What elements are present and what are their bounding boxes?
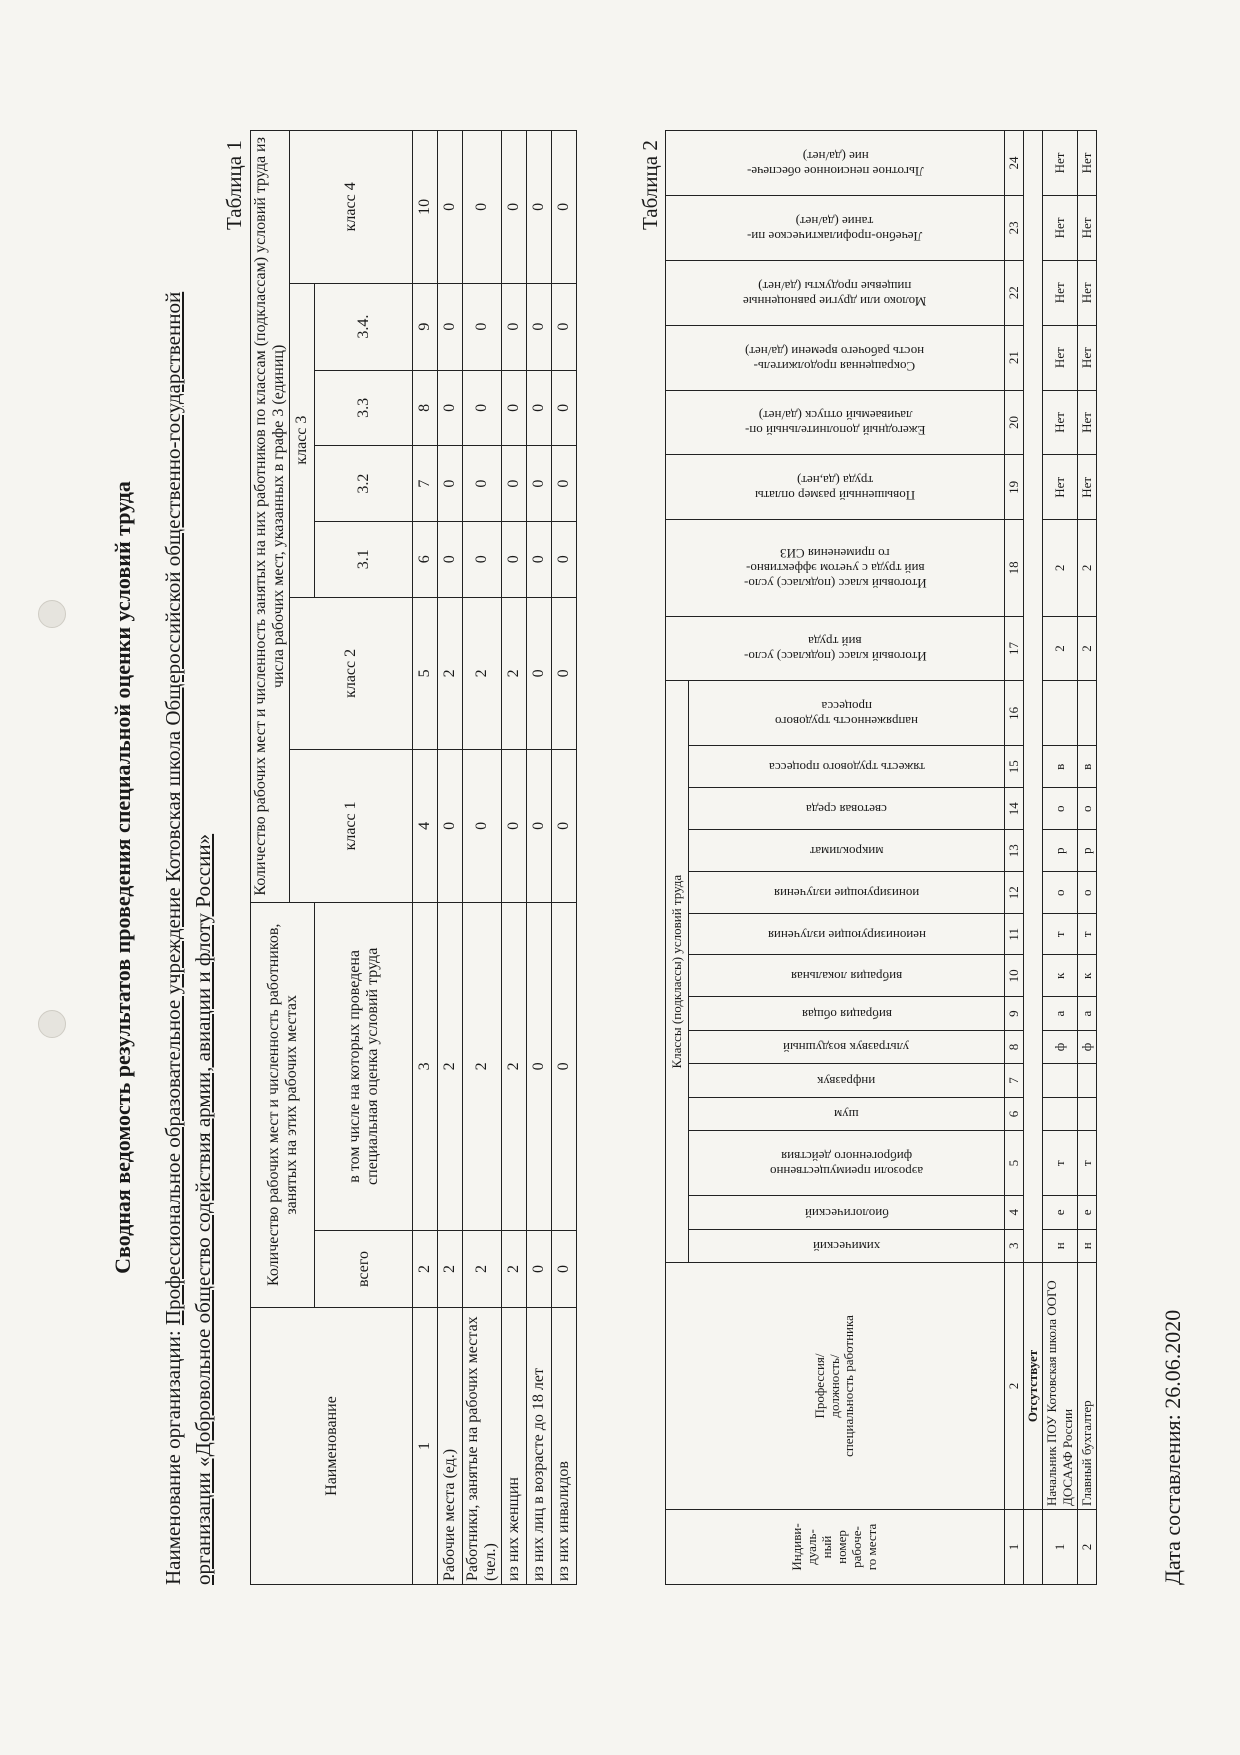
t1-column-number: 7 bbox=[413, 446, 438, 522]
t2-column-number: 16 bbox=[1005, 681, 1024, 746]
t2-factor-cell: н bbox=[1078, 1229, 1097, 1262]
t2-head-factor bbox=[689, 1097, 1005, 1130]
t2-absent-row bbox=[1024, 131, 1043, 1585]
t1-cell: 0 bbox=[552, 902, 577, 1230]
document-title: Сводная ведомость результатов проведения специальной оценки условий труда bbox=[110, 481, 135, 1274]
t2-column-number: 7 bbox=[1005, 1064, 1024, 1097]
t2-body bbox=[1043, 131, 1097, 1585]
table1-label: Таблица 1 bbox=[222, 140, 246, 230]
t2-factor-cell bbox=[1078, 1064, 1097, 1097]
t2-column-number: 24 bbox=[1005, 131, 1024, 196]
t2-factor-cell: т bbox=[1078, 1131, 1097, 1196]
t2-row-profession: Начальник ПОУ Котовская школа ООГО ДОСААФ России bbox=[1043, 1263, 1078, 1510]
t1-column-number: 9 bbox=[413, 283, 438, 370]
t2-result-cell: 2 bbox=[1078, 616, 1097, 681]
t1-cell: 0 bbox=[552, 446, 577, 522]
t2-column-number: 19 bbox=[1005, 455, 1024, 520]
t1-cell: 0 bbox=[552, 750, 577, 903]
t2-number-row bbox=[1005, 131, 1024, 1585]
t2-column-number: 12 bbox=[1005, 872, 1024, 914]
t2-factor-cell: к bbox=[1043, 955, 1078, 997]
table-row bbox=[438, 131, 463, 1585]
summary-table bbox=[250, 130, 577, 1585]
t1-head-classes: Количество рабочих мест и численность занятых на них работников по классам (подклассам) условий труда из числа рабочих мест, указанных в графе 3 (единиц) bbox=[251, 131, 290, 903]
t1-cell: 0 bbox=[527, 1231, 552, 1308]
t2-head-food: Лечебно-профилактическое пи- тание (да/нет) bbox=[666, 195, 1005, 260]
t2-row-number: 2 bbox=[1078, 1510, 1097, 1585]
t1-head-included: в том числе на которых проведена специальная оценка условий труда bbox=[315, 902, 413, 1230]
t2-factor-cell: о bbox=[1078, 872, 1097, 914]
t1-cell: 0 bbox=[527, 370, 552, 446]
t2-result-cell: Нет bbox=[1043, 195, 1078, 260]
t2-head-factor bbox=[689, 1229, 1005, 1262]
t2-factor-cell: т bbox=[1043, 914, 1078, 955]
t1-column-number: 2 bbox=[413, 1231, 438, 1308]
organization-name: Наименование организации: Профессиональное образовательное учреждение Котовская школа Общероссийской общественно-государственной организации «Добровольное общество содействия армии, авиации и флоту России» bbox=[161, 291, 215, 1585]
t2-head-profession: Профессия/ должность/ специальность работника bbox=[666, 1263, 1005, 1510]
t2-head-short-time: Сокращенная продолжитель- ность рабочего времени (да/нет) bbox=[666, 325, 1005, 390]
t1-cell: 0 bbox=[502, 521, 527, 597]
t1-cell: 0 bbox=[527, 597, 552, 750]
t1-cell: 0 bbox=[502, 283, 527, 370]
t2-head-factor bbox=[689, 1196, 1005, 1229]
t1-row-name: Рабочие места (ед.) bbox=[438, 1308, 463, 1585]
t2-head-factor bbox=[689, 681, 1005, 746]
t1-cell: 0 bbox=[552, 1231, 577, 1308]
t1-cell: 2 bbox=[438, 597, 463, 750]
t2-absent-label: Отсутствует bbox=[1024, 1263, 1043, 1510]
t2-column-number: 11 bbox=[1005, 914, 1024, 955]
t2-head-factor-label: световая среда bbox=[806, 802, 887, 818]
t1-head-3-2: 3.2 bbox=[315, 446, 413, 522]
t2-result-cell: Нет bbox=[1078, 195, 1097, 260]
t1-cell: 2 bbox=[502, 597, 527, 750]
t2-factor-cell: о bbox=[1043, 788, 1078, 830]
t1-head-class2: класс 2 bbox=[290, 597, 413, 750]
table-row bbox=[552, 131, 577, 1585]
t1-head-3-3: 3.3 bbox=[315, 370, 413, 446]
t1-cell: 0 bbox=[463, 446, 502, 522]
t1-cell: 0 bbox=[552, 597, 577, 750]
t2-head-factor bbox=[689, 830, 1005, 872]
t1-column-number: 3 bbox=[413, 902, 438, 1230]
t2-result-cell: Нет bbox=[1078, 455, 1097, 520]
t1-head-3-1: 3.1 bbox=[315, 521, 413, 597]
t2-factor-cell bbox=[1078, 1097, 1097, 1130]
t1-cell: 0 bbox=[552, 370, 577, 446]
t2-head-number: Индиви- дуаль- ный номер рабоче- го места bbox=[666, 1510, 1005, 1585]
t2-head-factor-label: ионизирующие излучения bbox=[773, 886, 920, 902]
t2-head-factor-label: вибрация общая bbox=[801, 1007, 892, 1023]
table2-label: Таблица 2 bbox=[638, 140, 662, 230]
t1-row-name: из них женщин bbox=[502, 1308, 527, 1585]
t1-cell: 2 bbox=[463, 902, 502, 1230]
t2-column-number: 15 bbox=[1005, 746, 1024, 788]
t2-head-factor bbox=[689, 1131, 1005, 1196]
t2-factor-cell: к bbox=[1078, 955, 1097, 997]
t1-head-class3: класс 3 bbox=[290, 283, 315, 597]
compilation-date: Дата составления: 26.06.2020 bbox=[1160, 1309, 1185, 1585]
t2-head-factor-label: инфразвук bbox=[817, 1073, 876, 1089]
t2-head-factor bbox=[689, 914, 1005, 955]
t1-row-name: Работники, занятые на рабочих местах (чел.) bbox=[463, 1308, 502, 1585]
t1-cell: 2 bbox=[438, 902, 463, 1230]
t1-head-total: всего bbox=[315, 1231, 413, 1308]
t2-result-cell: Нет bbox=[1043, 131, 1078, 196]
t2-column-number: 6 bbox=[1005, 1097, 1024, 1130]
t2-factor-cell: ф bbox=[1043, 1030, 1078, 1063]
t2-factor-cell: н bbox=[1043, 1229, 1078, 1262]
t1-cell: 0 bbox=[438, 131, 463, 284]
t1-body bbox=[438, 131, 577, 1585]
t2-head-milk: Молоко или другие равноценные пищевые продукты (да/нет) bbox=[666, 260, 1005, 325]
t2-factor-cell: е bbox=[1078, 1196, 1097, 1229]
t2-column-number: 5 bbox=[1005, 1131, 1024, 1196]
t2-head-factor bbox=[689, 788, 1005, 830]
t2-result-cell: Нет bbox=[1078, 390, 1097, 455]
t2-factor-cell: а bbox=[1043, 997, 1078, 1030]
t2-column-number: 9 bbox=[1005, 997, 1024, 1030]
t2-head-factor-label: тяжесть трудового процесса bbox=[768, 760, 925, 776]
table-row bbox=[502, 131, 527, 1585]
t1-cell: 0 bbox=[527, 902, 552, 1230]
t2-column-number: 1 bbox=[1005, 1510, 1024, 1585]
t2-column-number: 14 bbox=[1005, 788, 1024, 830]
t2-column-number: 17 bbox=[1005, 616, 1024, 681]
t2-factor-cell bbox=[1078, 681, 1097, 746]
t2-head-factor bbox=[689, 746, 1005, 788]
t2-row-number: 1 bbox=[1043, 1510, 1078, 1585]
t1-cell: 0 bbox=[438, 521, 463, 597]
t2-factor-cell: е bbox=[1043, 1196, 1078, 1229]
t1-row-name: из них инвалидов bbox=[552, 1308, 577, 1585]
t2-head-total: Итоговый класс (подкласс) усло- вий труда bbox=[666, 616, 1005, 681]
t1-row-name: из них лиц в возрасте до 18 лет bbox=[527, 1308, 552, 1585]
t1-cell: 2 bbox=[502, 1231, 527, 1308]
t2-factor-cell: в bbox=[1078, 746, 1097, 788]
t2-head-factor bbox=[689, 997, 1005, 1030]
t2-head-factor-label: биологический bbox=[804, 1205, 889, 1221]
t2-factor-cell: т bbox=[1078, 914, 1097, 955]
t2-factor-cell: о bbox=[1043, 872, 1078, 914]
t1-cell: 2 bbox=[463, 1231, 502, 1308]
t2-column-number: 18 bbox=[1005, 520, 1024, 616]
t2-factor-cell: т bbox=[1043, 1131, 1078, 1196]
t2-head-factor-label: ультразвук воздушный bbox=[783, 1040, 910, 1056]
t2-head-factor-label: напряженность трудового процесса bbox=[775, 699, 918, 730]
t2-column-number: 13 bbox=[1005, 830, 1024, 872]
t2-factor-cell: ф bbox=[1078, 1030, 1097, 1063]
t2-result-cell: Нет bbox=[1078, 131, 1097, 196]
t2-result-cell: Нет bbox=[1043, 325, 1078, 390]
t1-cell: 0 bbox=[438, 750, 463, 903]
t2-factor-cell: р bbox=[1043, 830, 1078, 872]
t2-absent-blank bbox=[1024, 131, 1043, 1263]
t1-cell: 0 bbox=[502, 750, 527, 903]
t1-cell: 0 bbox=[502, 446, 527, 522]
t2-result-cell: 2 bbox=[1078, 520, 1097, 616]
t2-head-factor bbox=[689, 1030, 1005, 1063]
workplace-table bbox=[665, 130, 1097, 1585]
t1-head-name: Наименование bbox=[251, 1308, 413, 1585]
t2-absent-blank bbox=[1024, 1510, 1043, 1585]
t1-number-row bbox=[413, 131, 438, 1585]
t2-result-cell: Нет bbox=[1043, 260, 1078, 325]
t1-cell: 0 bbox=[502, 131, 527, 284]
t1-cell: 0 bbox=[438, 370, 463, 446]
t2-result-cell: 2 bbox=[1043, 616, 1078, 681]
t2-head-factor-label: аэрозоли преимущественно фиброгенного действия bbox=[769, 1149, 924, 1180]
t1-cell: 0 bbox=[527, 131, 552, 284]
t2-factor-cell: р bbox=[1078, 830, 1097, 872]
t2-head-pay: Повышенный размер оплаты труда (да,нет) bbox=[666, 455, 1005, 520]
t2-head-factor-label: шум bbox=[834, 1107, 859, 1123]
t2-factor-cell bbox=[1043, 1064, 1078, 1097]
t2-head-factor-label: вибрация локальная bbox=[790, 969, 903, 985]
t1-column-number: 6 bbox=[413, 521, 438, 597]
t1-cell: 0 bbox=[527, 750, 552, 903]
t1-cell: 0 bbox=[527, 283, 552, 370]
t1-column-number: 4 bbox=[413, 750, 438, 903]
t2-head-factor-label: неионизирующие излучения bbox=[767, 927, 926, 943]
t2-head-factor bbox=[689, 1064, 1005, 1097]
t1-cell: 2 bbox=[463, 597, 502, 750]
t1-cell: 0 bbox=[438, 446, 463, 522]
t1-cell: 0 bbox=[438, 283, 463, 370]
table-row bbox=[1043, 131, 1078, 1585]
t1-cell: 2 bbox=[438, 1231, 463, 1308]
t1-head-3-4: 3.4. bbox=[315, 283, 413, 370]
t2-factor-cell: а bbox=[1078, 997, 1097, 1030]
t2-column-number: 21 bbox=[1005, 325, 1024, 390]
t1-cell: 0 bbox=[552, 521, 577, 597]
t2-column-number: 23 bbox=[1005, 195, 1024, 260]
t2-result-cell: Нет bbox=[1078, 325, 1097, 390]
t2-result-cell: Нет bbox=[1078, 260, 1097, 325]
t1-cell: 0 bbox=[552, 131, 577, 284]
t2-head-factor-label: микроклимат bbox=[809, 844, 884, 860]
t2-column-number: 22 bbox=[1005, 260, 1024, 325]
t2-row-profession: Главный бухгалтер bbox=[1078, 1263, 1097, 1510]
t1-head-class1: класс 1 bbox=[290, 750, 413, 903]
t1-cell: 0 bbox=[527, 521, 552, 597]
t1-cell: 0 bbox=[463, 521, 502, 597]
table-row bbox=[463, 131, 502, 1585]
t2-column-number: 10 bbox=[1005, 955, 1024, 997]
t1-head-class4: класс 4 bbox=[290, 131, 413, 284]
t1-cell: 0 bbox=[527, 446, 552, 522]
t2-head-classes: Классы (подклассы) условий труда bbox=[666, 681, 689, 1263]
t1-cell: 0 bbox=[463, 283, 502, 370]
t2-column-number: 8 bbox=[1005, 1030, 1024, 1063]
t2-head-pension: Льготное пенсионное обеспече- ние (да/нет) bbox=[666, 131, 1005, 196]
t1-cell: 0 bbox=[552, 283, 577, 370]
t1-cell: 0 bbox=[502, 370, 527, 446]
t2-factor-cell: о bbox=[1078, 788, 1097, 830]
t2-head-total-siz: Итоговый класс (подкласс) усло- вий труда с учетом эффективно- го применения СИЗ bbox=[666, 520, 1005, 616]
t2-factor-cell: в bbox=[1043, 746, 1078, 788]
t1-column-number: 1 bbox=[413, 1308, 438, 1585]
t1-column-number: 5 bbox=[413, 597, 438, 750]
t1-cell: 0 bbox=[463, 370, 502, 446]
t2-head-factor bbox=[689, 872, 1005, 914]
t1-column-number: 8 bbox=[413, 370, 438, 446]
t2-column-number: 4 bbox=[1005, 1196, 1024, 1229]
t1-cell: 2 bbox=[502, 902, 527, 1230]
t2-column-number: 2 bbox=[1005, 1263, 1024, 1510]
t1-column-number: 10 bbox=[413, 131, 438, 284]
t1-cell: 0 bbox=[463, 131, 502, 284]
t2-head-factor-label: химический bbox=[812, 1239, 881, 1255]
t2-factor-cell bbox=[1043, 681, 1078, 746]
t2-column-number: 20 bbox=[1005, 390, 1024, 455]
t1-cell: 0 bbox=[463, 750, 502, 903]
t2-result-cell: Нет bbox=[1043, 390, 1078, 455]
table-row bbox=[1078, 131, 1097, 1585]
t2-factor-cell bbox=[1043, 1097, 1078, 1130]
t2-result-cell: 2 bbox=[1043, 520, 1078, 616]
t2-head-leave: Ежегодный дополнительный оп- лачиваемый отпуск (да/нет) bbox=[666, 390, 1005, 455]
t2-head-factor bbox=[689, 955, 1005, 997]
t1-head-count: Количество рабочих мест и численность работников, занятых на этих рабочих местах bbox=[251, 902, 315, 1307]
t2-result-cell: Нет bbox=[1043, 455, 1078, 520]
table-row bbox=[527, 131, 552, 1585]
t2-column-number: 3 bbox=[1005, 1229, 1024, 1262]
